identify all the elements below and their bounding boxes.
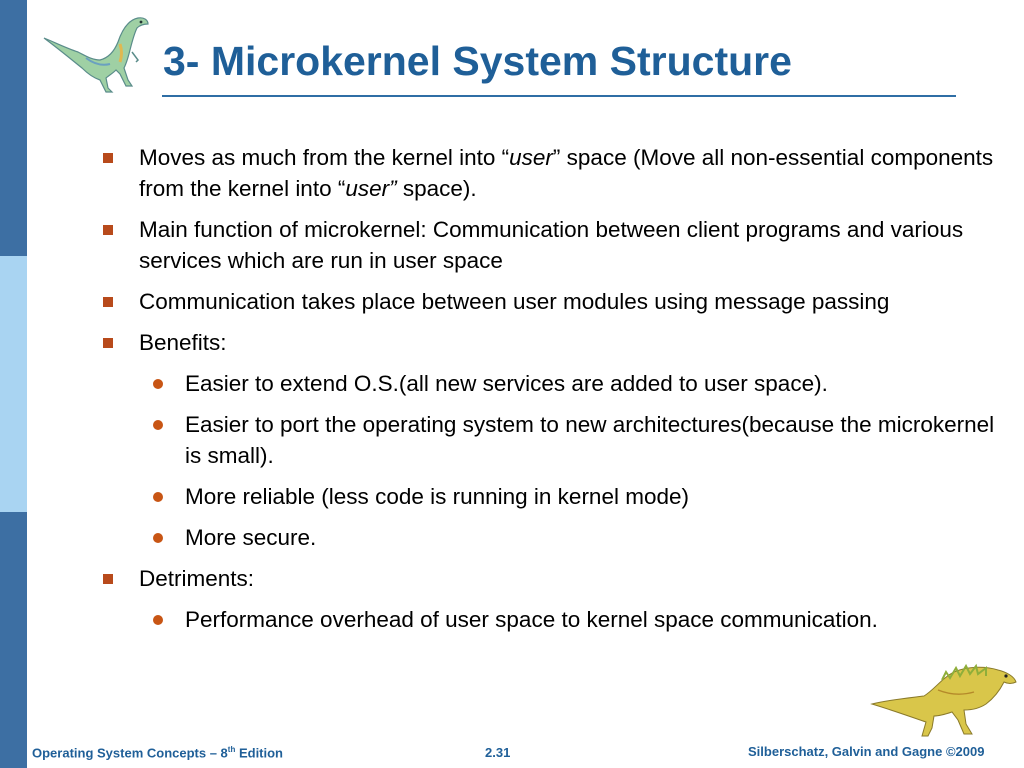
sub-bullet-item	[100, 522, 1005, 553]
sub-bullet-item	[100, 481, 1005, 512]
text-run: Performance overhead of user space to kernel space communication.	[185, 607, 878, 632]
square-bullet-icon	[103, 338, 113, 348]
text-run: ” space (Move all non-essential components from the kernel into “	[139, 145, 994, 201]
italic-text: user”	[345, 176, 397, 201]
bullet-item	[100, 214, 1005, 276]
bullet-item	[100, 142, 1005, 204]
side-band-bottom	[0, 512, 27, 768]
round-bullet-icon	[153, 533, 163, 543]
side-band-top	[0, 0, 27, 256]
text-run: More reliable (less code is running in kernel mode)	[185, 484, 689, 509]
text-run: Detriments:	[139, 566, 255, 591]
bullet-text	[139, 145, 993, 201]
round-bullet-icon	[153, 379, 163, 389]
square-bullet-icon	[103, 297, 113, 307]
side-band-middle	[0, 256, 27, 512]
square-bullet-icon	[103, 225, 113, 235]
sub-bullet-item	[100, 368, 1005, 399]
text-run: Easier to extend O.S.(all new services are added to user space).	[185, 371, 828, 396]
round-bullet-icon	[153, 615, 163, 625]
bullet-item	[100, 286, 1005, 317]
text-run: Main function of microkernel: Communication between client programs and various services which are run in user space	[139, 217, 964, 273]
bullet-text	[185, 412, 994, 468]
bullet-item	[100, 563, 1005, 594]
text-run: More secure.	[185, 525, 317, 550]
text-run: Moves as much from the kernel into “	[139, 145, 510, 170]
bullet-item	[100, 327, 1005, 358]
sub-bullet-item	[100, 409, 1005, 471]
italic-text: user	[509, 145, 553, 170]
bullet-text	[185, 607, 878, 632]
bullet-text	[139, 566, 254, 591]
bullet-text	[139, 330, 227, 355]
bullet-list	[100, 142, 1005, 645]
footer-book-title: Operating System Concepts – 8th Edition	[32, 745, 284, 761]
dinosaur-illustration-icon	[868, 660, 1018, 740]
bullet-text	[185, 484, 689, 509]
footer-page-number: 2.31	[485, 745, 511, 760]
dinosaur-logo-icon	[36, 8, 156, 96]
bullet-text	[185, 371, 828, 396]
text-run: space).	[396, 176, 477, 201]
slide-title: 3- Microkernel System Structure	[163, 38, 792, 84]
round-bullet-icon	[153, 492, 163, 502]
bullet-text	[139, 217, 963, 273]
bullet-text	[139, 289, 889, 314]
square-bullet-icon	[103, 574, 113, 584]
text-run: Benefits:	[139, 330, 227, 355]
text-run: Easier to port the operating system to new architectures(because the microkernel is small).	[185, 412, 995, 468]
bullet-text	[185, 525, 316, 550]
square-bullet-icon	[103, 153, 113, 163]
footer-authors: Silberschatz, Galvin and Gagne ©2009	[748, 744, 985, 759]
round-bullet-icon	[153, 420, 163, 430]
text-run: Communication takes place between user modules using message passing	[139, 289, 890, 314]
sub-bullet-item	[100, 604, 1005, 635]
title-underline	[162, 95, 956, 97]
